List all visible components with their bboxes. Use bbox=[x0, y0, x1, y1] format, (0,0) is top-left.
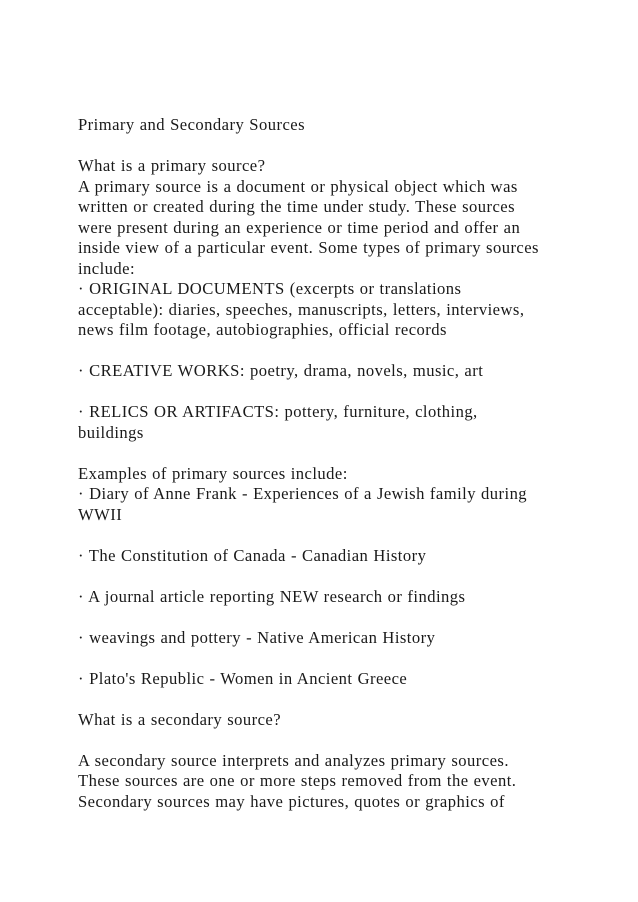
spacer bbox=[78, 341, 578, 362]
question-primary: What is a primary source? bbox=[78, 156, 266, 175]
examples-heading: Examples of primary sources include: bbox=[78, 463, 348, 483]
paragraph-line: inside view of a particular event. Some types of primary sources bbox=[78, 238, 539, 257]
example-weavings-pottery: · weavings and pottery - Native American History bbox=[78, 627, 436, 647]
paragraph-line: were present during an experience or time period and offer an bbox=[78, 217, 521, 237]
example-constitution: · The Constitution of Canada - Canadian History bbox=[78, 545, 427, 565]
spacer bbox=[78, 136, 578, 157]
document-title: Primary and Secondary Sources bbox=[78, 115, 305, 134]
spacer bbox=[78, 443, 578, 464]
paragraph-line: include: bbox=[78, 258, 136, 278]
paragraph-line: written or created during the time under study. These sources bbox=[78, 197, 515, 216]
example-anne-frank: · Diary of Anne Frank - Experiences of a Jewish family during bbox=[78, 484, 528, 503]
list-item-relics-artifacts: · RELICS OR ARTIFACTS: pottery, furniture, clothing, bbox=[78, 402, 478, 421]
list-item-original-documents: · ORIGINAL DOCUMENTS (excerpts or translations bbox=[78, 279, 462, 298]
paragraph-line: Secondary sources may have pictures, quotes or graphics of bbox=[78, 791, 505, 811]
spacer bbox=[78, 648, 578, 669]
spacer bbox=[78, 382, 578, 403]
spacer bbox=[78, 525, 578, 546]
list-item-continuation: buildings bbox=[78, 422, 144, 442]
paragraph-line: A secondary source interprets and analyzes primary sources. bbox=[78, 750, 509, 770]
spacer bbox=[78, 566, 578, 587]
spacer bbox=[78, 607, 578, 628]
list-item-creative-works: · CREATIVE WORKS: poetry, drama, novels, music, art bbox=[78, 361, 484, 380]
example-platos-republic: · Plato's Republic - Women in Ancient Greece bbox=[78, 668, 408, 688]
list-item-continuation: news film footage, autobiographies, official records bbox=[78, 320, 447, 339]
spacer bbox=[78, 689, 578, 710]
question-secondary: What is a secondary source? bbox=[78, 709, 282, 729]
spacer bbox=[78, 730, 578, 751]
example-continuation: WWII bbox=[78, 504, 123, 524]
document-body bbox=[78, 115, 578, 812]
list-item-continuation: acceptable): diaries, speeches, manuscripts, letters, interviews, bbox=[78, 299, 525, 319]
paragraph-line: A primary source is a document or physical object which was bbox=[78, 176, 518, 196]
paragraph-line: These sources are one or more steps removed from the event. bbox=[78, 771, 517, 790]
example-journal-article: · A journal article reporting NEW research or findings bbox=[78, 586, 466, 606]
